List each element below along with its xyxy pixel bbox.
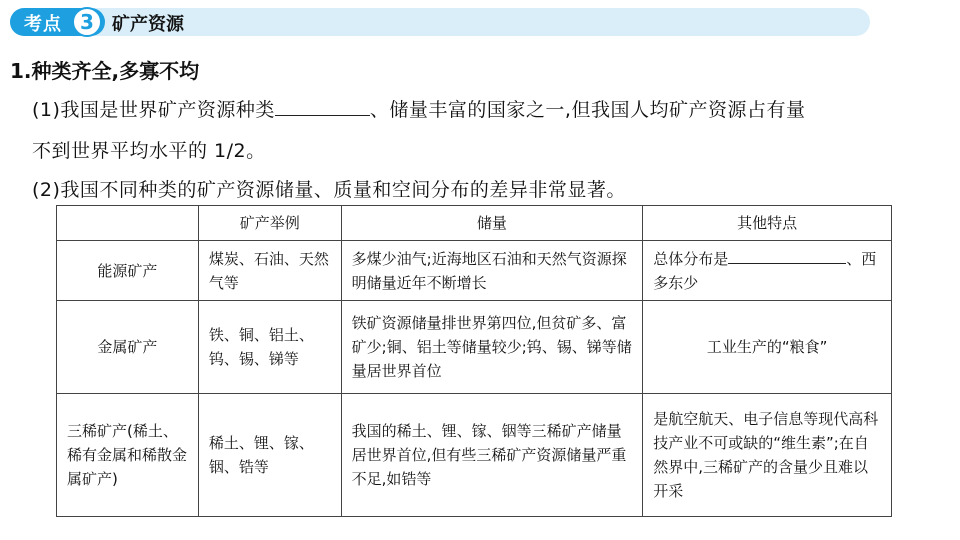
- table-row: [57, 301, 892, 394]
- category-cell: 三稀矿产(稀土、稀有金属和稀散金属矿产): [57, 394, 199, 517]
- examples-cell: 稀土、锂、镓、铟、锆等: [198, 394, 341, 517]
- fill-in-blank-2[interactable]: [728, 247, 846, 264]
- paragraph-1-line-1: [32, 97, 805, 123]
- reserves-cell: 铁矿资源储量排世界第四位,但贫矿多、富矿少;铜、铝土等储量较少;钨、锡、锑等储量居世界首位: [341, 301, 643, 394]
- other-text-b: 、西多东少: [653, 249, 877, 292]
- header-cell-empty: [57, 206, 199, 241]
- table-header-row: [57, 206, 892, 241]
- reserves-cell: 我国的稀土、锂、镓、铟等三稀矿产储量居世界首位,但有些三稀矿产资源储量严重不足,如锆等: [341, 394, 643, 517]
- reserves-cell: 多煤少油气;近海地区石油和天然气资源探明储量近年不断增长: [341, 241, 643, 301]
- category-cell: 能源矿产: [57, 241, 199, 301]
- paragraph-1-text-b: 、储量丰富的国家之一,但我国人均矿产资源占有量: [369, 99, 806, 121]
- examples-cell: 铁、铜、铝土、钨、锡、锑等: [198, 301, 341, 394]
- header-cell-examples: 矿产举例: [198, 206, 341, 241]
- table-row: [57, 394, 892, 517]
- topic-title: 矿产资源: [112, 14, 184, 35]
- other-text-a: 总体分布是: [653, 249, 729, 268]
- header-cell-reserves: 储量: [341, 206, 643, 241]
- examples-cell: 煤炭、石油、天然气等: [198, 241, 341, 301]
- other-cell: 工业生产的“粮食”: [643, 301, 892, 394]
- category-cell: 金属矿产: [57, 301, 199, 394]
- other-cell: [643, 241, 892, 301]
- header-cell-other: 其他特点: [643, 206, 892, 241]
- table-row: [57, 241, 892, 301]
- mineral-table: [56, 205, 892, 517]
- section-heading: 1.种类齐全,多寡不均: [10, 59, 200, 83]
- fill-in-blank-1[interactable]: [275, 97, 370, 116]
- other-cell: 是航空航天、电子信息等现代高科技产业不可或缺的“维生素”;在自然界中,三稀矿产的含量少且难以开采: [643, 394, 892, 517]
- topic-badge-label: 考点: [24, 14, 62, 35]
- paragraph-1-line-2: 不到世界平均水平的 1/2。: [32, 140, 266, 162]
- paragraph-2: (2)我国不同种类的矿产资源储量、质量和空间分布的差异非常显著。: [32, 179, 626, 201]
- topic-number-circle: 3: [72, 7, 102, 37]
- paragraph-1-text-a: (1)我国是世界矿产资源种类: [32, 99, 275, 121]
